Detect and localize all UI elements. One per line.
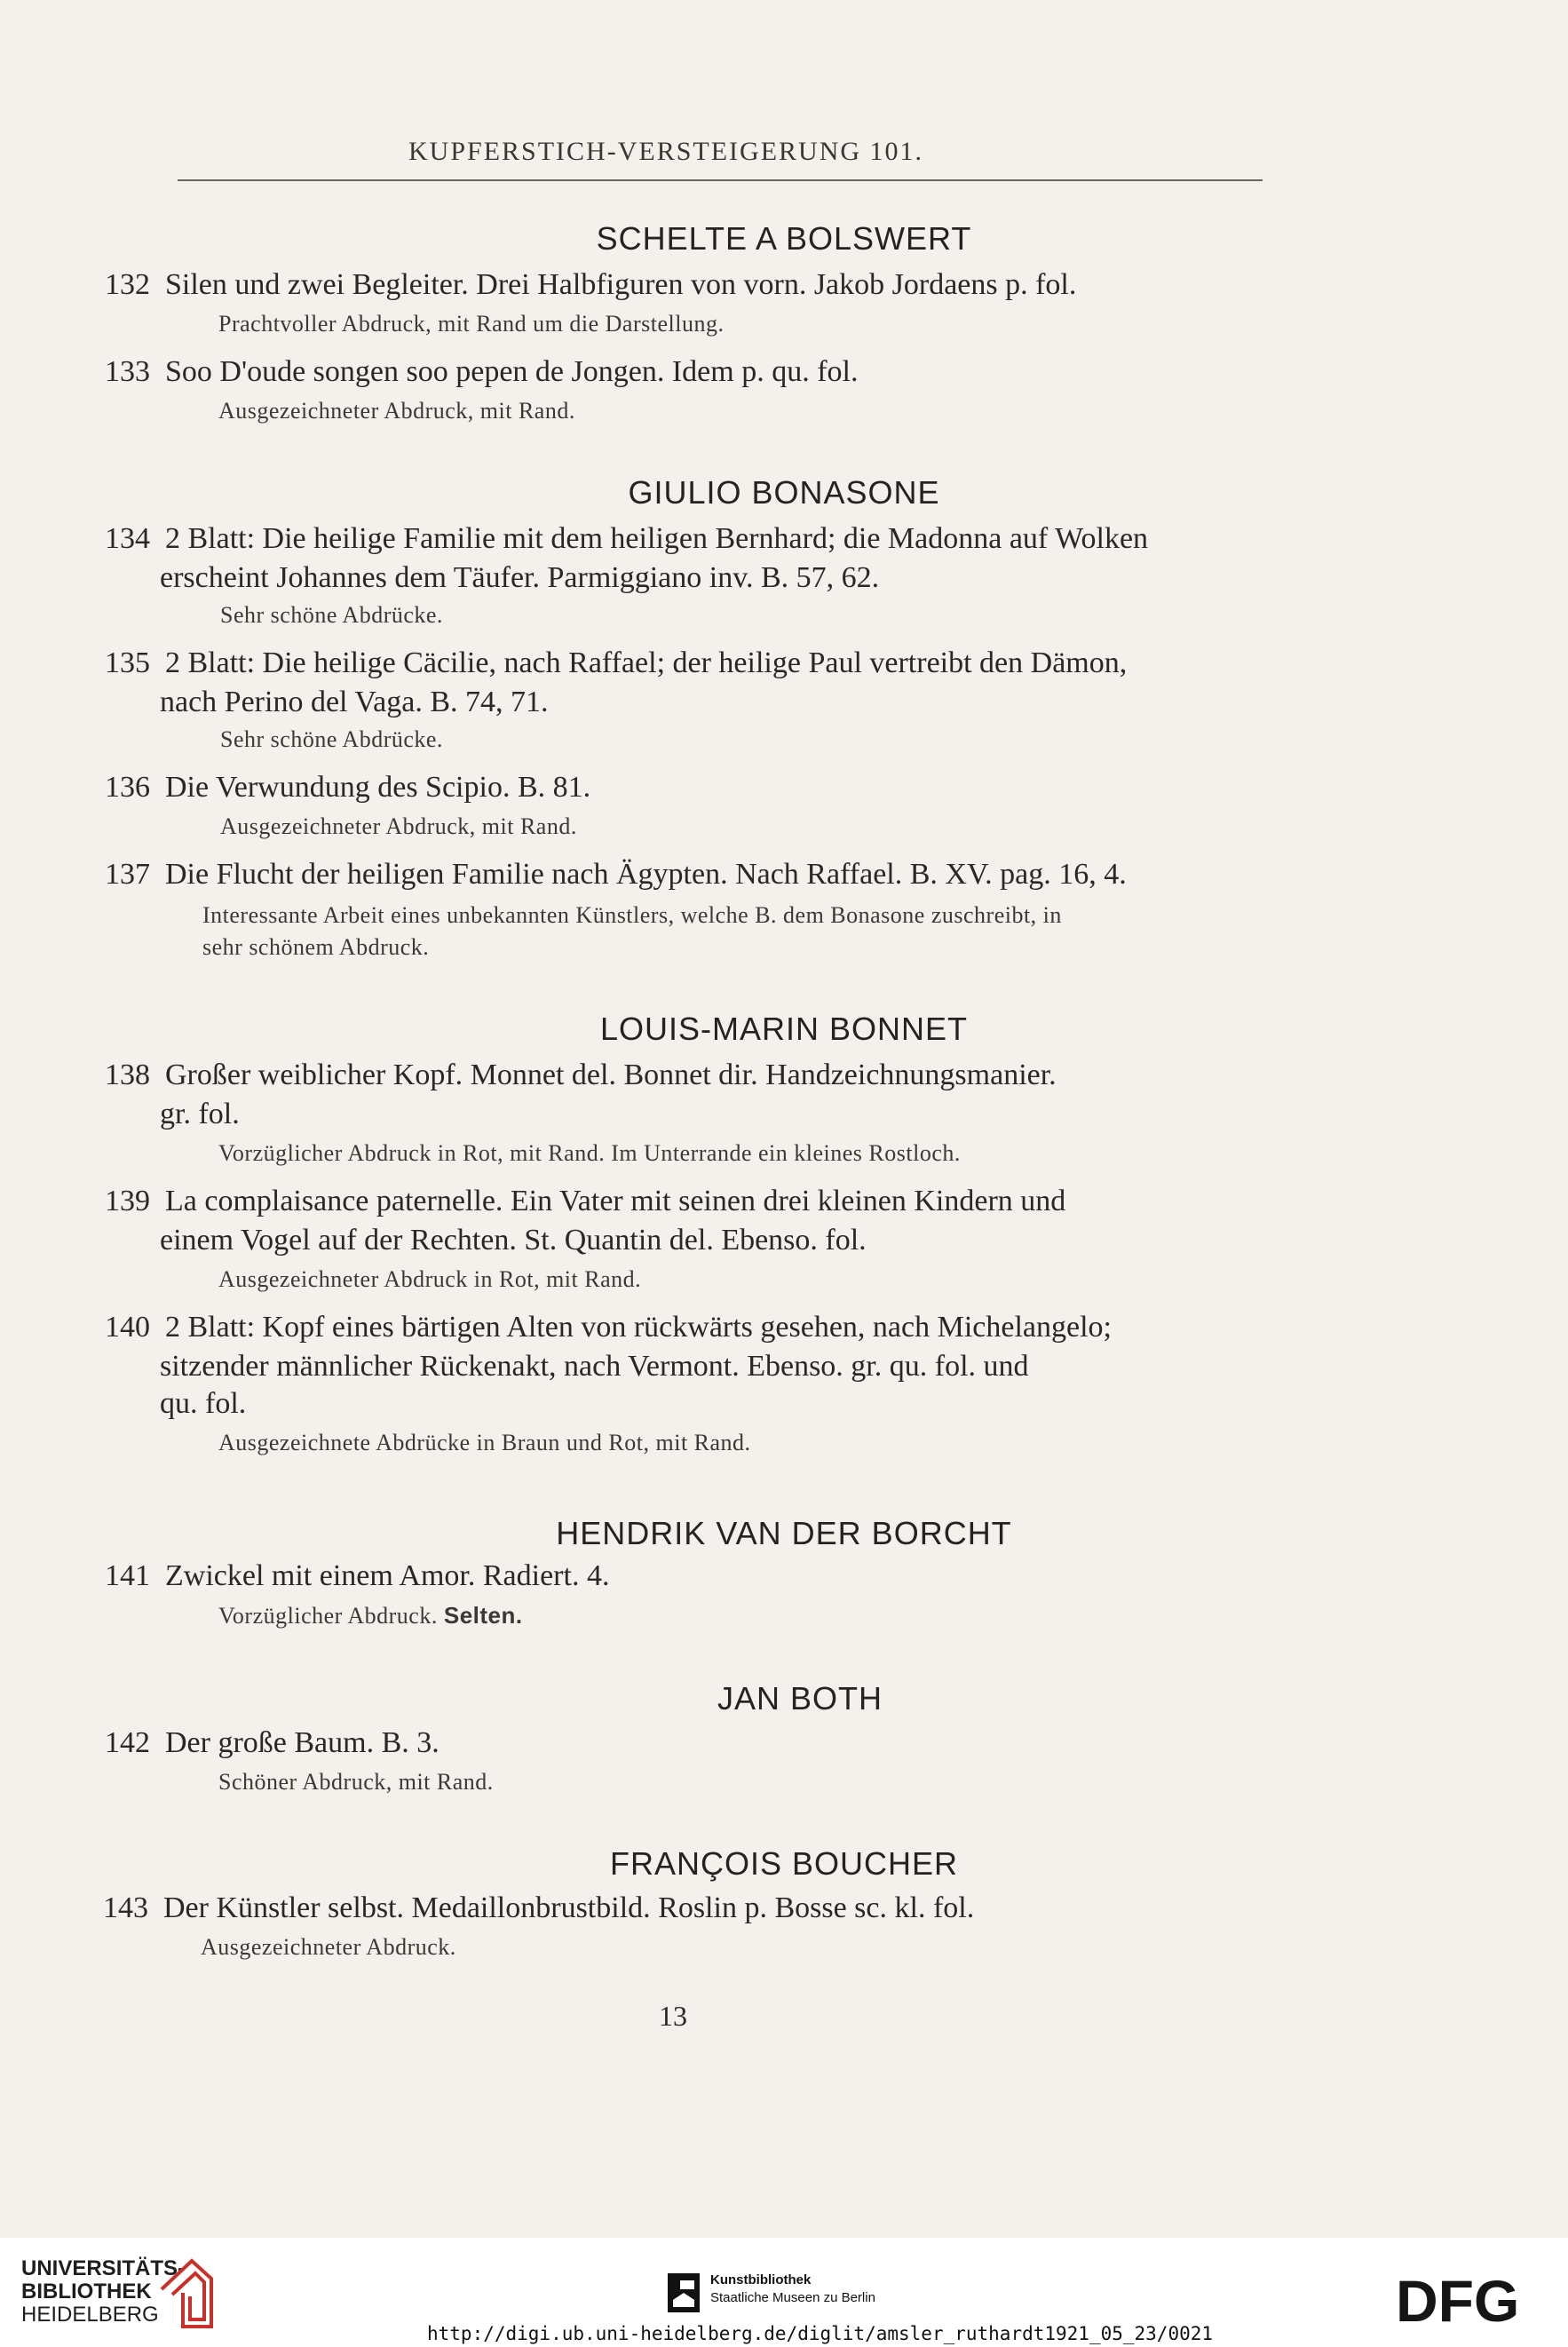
library-name-line: BIBLIOTHEK: [21, 2280, 152, 2303]
kunstbibliothek-name: [710, 2272, 875, 2307]
lot-note: Sehr schöne Abdrücke.: [220, 726, 443, 752]
lot-note: sehr schönem Abdruck.: [202, 934, 430, 960]
library-name-line: UNIVERSITÄTS-: [21, 2256, 186, 2280]
lot-description: Großer weiblicher Kopf. Monnet del. Bonnet dir. Handzeichnungsmanier.: [165, 1059, 1057, 1091]
lot-description: qu. fol.: [160, 1387, 247, 1420]
lot-number: 133: [105, 355, 150, 388]
lot-description: Der große Baum. B. 3.: [165, 1726, 440, 1759]
lot-description: nach Perino del Vaga. B. 74, 71.: [160, 686, 549, 718]
dfg-logo-text: DFG: [1396, 2273, 1520, 2327]
running-head: KUPFERSTICH-VERSTEIGERUNG 101.: [408, 137, 924, 166]
page-number: 13: [659, 2000, 687, 2032]
kunstbibliothek-line: Kunstbibliothek: [710, 2272, 812, 2288]
lot-note: Ausgezeichnete Abdrücke in Braun und Rot, mit Rand.: [218, 1430, 751, 1455]
lot-description: Soo D'oude songen soo pepen de Jongen. Idem p. qu. fol.: [165, 355, 859, 388]
section-heading: SCHELTE A BOLSWERT: [596, 220, 972, 257]
lot-note: Schöner Abdruck, mit Rand.: [218, 1769, 494, 1795]
lot-note: Prachtvoller Abdruck, mit Rand um die Darstellung.: [218, 311, 725, 337]
lot-note: [218, 1602, 523, 1629]
library-name-line: HEIDELBERG: [21, 2303, 159, 2327]
lot-note-emphasis: Selten.: [443, 1602, 523, 1629]
lot-description: La complaisance paternelle. Ein Vater mit seinen drei kleinen Kindern und: [165, 1185, 1066, 1217]
section-heading: JAN BOTH: [717, 1680, 883, 1717]
kunstbibliothek-logo-icon: [668, 2273, 700, 2312]
section-heading: LOUIS-MARIN BONNET: [599, 1011, 969, 1047]
university-library-logo-icon: [156, 2256, 218, 2332]
lot-note: Ausgezeichneter Abdruck, mit Rand.: [220, 813, 577, 839]
lot-description: 2 Blatt: Die heilige Familie mit dem heiligen Bernhard; die Madonna auf Wolken: [165, 522, 1149, 555]
section-heading: FRANÇOIS BOUCHER: [609, 1845, 959, 1882]
lot-note: Sehr schöne Abdrücke.: [220, 602, 443, 628]
lot-description: gr. fol.: [160, 1098, 240, 1130]
lot-number: 136: [105, 771, 150, 804]
lot-note: Ausgezeichneter Abdruck.: [201, 1934, 456, 1960]
lot-description: Zwickel mit einem Amor. Radiert. 4.: [165, 1559, 610, 1592]
dfg-logo-icon: [1396, 2273, 1548, 2327]
lot-number: 139: [105, 1185, 150, 1217]
lot-description: 2 Blatt: Die heilige Cäcilie, nach Raffael; der heilige Paul vertreibt den Dämon,: [165, 646, 1128, 679]
lot-number: 137: [105, 858, 150, 891]
lot-description: erscheint Johannes dem Täufer. Parmiggiano inv. B. 57, 62.: [160, 561, 880, 594]
lot-note-text: Vorzüglicher Abdruck.: [218, 1603, 438, 1629]
lot-description: Die Verwundung des Scipio. B. 81.: [165, 771, 591, 804]
lot-description: Silen und zwei Begleiter. Drei Halbfiguren von vorn. Jakob Jordaens p. fol.: [165, 268, 1077, 301]
lot-note: Vorzüglicher Abdruck in Rot, mit Rand. Im Unterrande ein kleines Rostloch.: [218, 1140, 961, 1166]
lot-description: Der Künstler selbst. Medaillonbrustbild. Roslin p. Bosse sc. kl. fol.: [163, 1891, 975, 1924]
lot-description: Die Flucht der heiligen Familie nach Ägypten. Nach Raffael. B. XV. pag. 16, 4.: [165, 858, 1127, 891]
lot-description: einem Vogel auf der Rechten. St. Quantin del. Ebenso. fol.: [160, 1224, 867, 1257]
lot-note: Interessante Arbeit eines unbekannten Künstlers, welche B. dem Bonasone zuschreibt, in: [202, 902, 1062, 928]
lot-description: sitzender männlicher Rückenakt, nach Vermont. Ebenso. gr. qu. fol. und: [160, 1350, 1029, 1383]
section-heading: HENDRIK VAN DER BORCHT: [556, 1515, 1012, 1551]
lot-number: 135: [105, 646, 150, 679]
footer-bar: [0, 2238, 1568, 2347]
section-heading: GIULIO BONASONE: [628, 474, 940, 511]
lot-number: 141: [105, 1559, 150, 1592]
permalink-url[interactable]: http://digi.ub.uni-heidelberg.de/diglit/amsler_ruthardt1921_05_23/0021: [427, 2323, 1214, 2344]
lot-number: 142: [105, 1726, 150, 1759]
lot-number: 138: [105, 1059, 150, 1091]
lot-number: 143: [103, 1891, 148, 1924]
kunstbibliothek-line: Staatliche Museen zu Berlin: [710, 2290, 875, 2305]
lot-number: 134: [105, 522, 150, 555]
lot-note: Ausgezeichneter Abdruck in Rot, mit Rand.: [218, 1266, 642, 1292]
lot-number: 132: [105, 268, 150, 301]
lot-number: 140: [105, 1311, 150, 1344]
header-rule: [178, 179, 1263, 181]
lot-description: 2 Blatt: Kopf eines bärtigen Alten von rückwärts gesehen, nach Michelangelo;: [165, 1311, 1112, 1344]
lot-note: Ausgezeichneter Abdruck, mit Rand.: [218, 398, 575, 424]
